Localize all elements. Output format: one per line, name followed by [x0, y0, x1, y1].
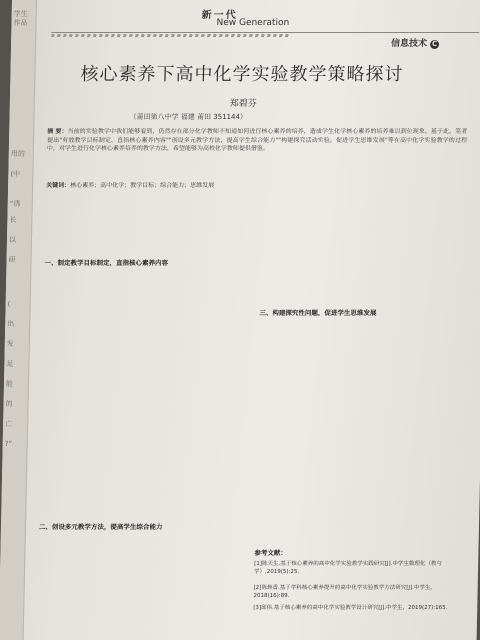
strip-text: 出: [7, 320, 15, 328]
strip-text: ?”: [4, 440, 13, 448]
strip-text: 的: [5, 400, 13, 408]
reference-item: [3]邱伟.基于核心素养的高中化学实验教学设计研究[J].中学生，2019(27):165.: [253, 605, 448, 611]
strip-text: 学生作品: [13, 10, 28, 27]
strip-text: 以: [8, 236, 17, 244]
article-affiliation: （莆田第八中学 福建 莆田 351144）: [129, 113, 248, 121]
header-dotted-rule: [51, 34, 291, 37]
header-rule: [51, 32, 479, 33]
section-label: [391, 36, 439, 49]
keywords: [46, 180, 466, 189]
strip-text: 亡: [5, 420, 13, 428]
abstract: [46, 128, 467, 172]
strip-text: 发: [6, 340, 14, 348]
body-text-block: [37, 534, 245, 634]
abstract-label: 摘 要：: [47, 128, 68, 135]
strip-text: “诱: [9, 200, 21, 208]
strip-text: (中: [10, 170, 21, 178]
strip-text: 长: [9, 216, 17, 224]
reference-item: [2]陈焕香.基于学科核心素养提升的高中化学实验教学方法研究[J].中学生，2018(16):89.: [253, 585, 436, 599]
strip-text: 研: [8, 256, 16, 264]
body-text-block: [260, 200, 474, 304]
section-heading-3: 三、构建探究性问题，促进学生思维发展: [259, 309, 377, 317]
article-title: 核心素养下高中化学实验教学策略探讨: [80, 64, 404, 85]
masthead-cn: 新一代: [201, 10, 238, 21]
section-heading-2: 二、创设多元教学方法，提高学生综合能力: [38, 523, 163, 531]
facing-page-edge: [0, 0, 37, 640]
circle-c-icon: C: [431, 40, 438, 48]
keywords-text: 核心素养；高中化学；教学目标；综合能力；思维发展: [70, 182, 215, 189]
section-label-text: 信息技术: [390, 39, 428, 49]
body-text-block: [255, 320, 472, 542]
article-author: 郑碧芬: [229, 99, 257, 109]
abstract-text: 当前的实验教学中我们能够看到，仍然存在部分化学教师不知道如何进行核心素养的培养，造成学生化学核心素养的培养难以到位现象。基于此，笔者提出"有效教学目标制定，直指核心素养内容""创设多元教学方法，提高学生综合能力""构建探究活动实验，促进学生思维发展"等在高中化学实验教学的过程中，对学生进行化学核心素养培养的教学方法，希望能够为高校化学教师提供借鉴。: [46, 128, 468, 153]
keywords-label: 关键词：: [46, 182, 71, 189]
reference-item: [1]陈天生.基于核心素养的高中化学实验教学实践研究[J].中学生数理化（教与学）,2019(5):25.: [253, 561, 442, 575]
masthead-en: New Generation: [216, 18, 290, 28]
strip-text: 用的: [10, 150, 25, 158]
references-heading: 参考文献：: [254, 549, 288, 557]
body-text-block: [45, 200, 252, 254]
strip-text: 能: [5, 380, 14, 388]
strip-text: 足: [6, 360, 14, 368]
section-heading-1: 一、制定教学目标制定，直指核心素养内容: [44, 259, 169, 267]
strip-text: (: [7, 300, 11, 308]
body-text-block: [39, 270, 250, 518]
